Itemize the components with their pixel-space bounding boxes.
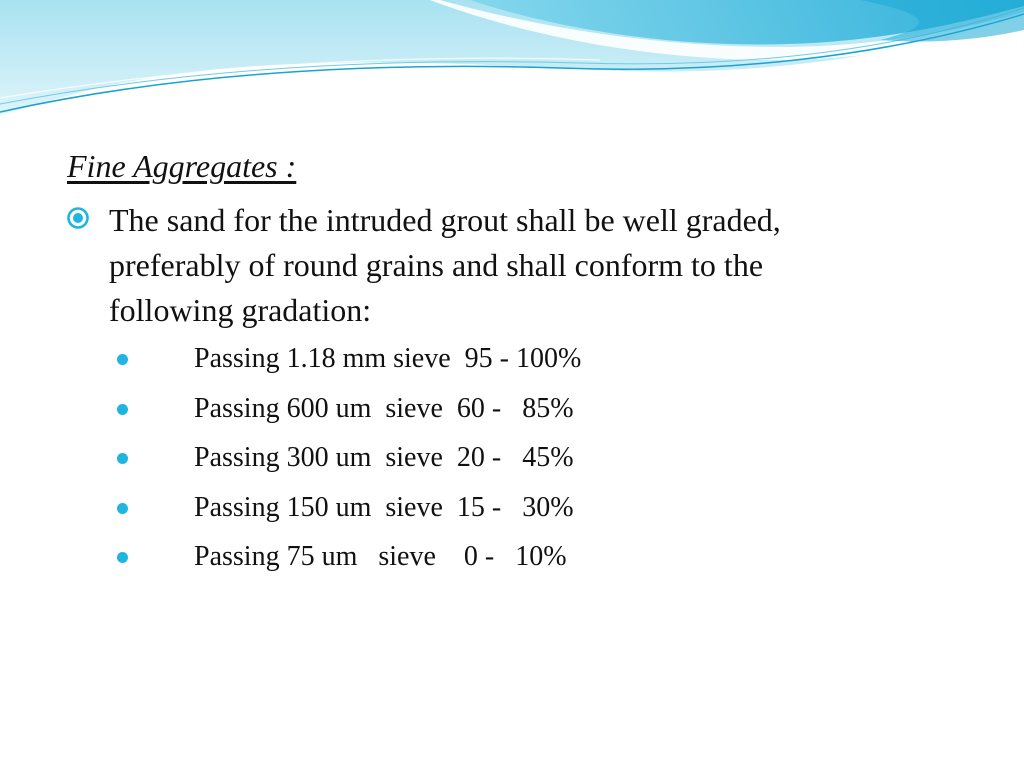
dot-icon bbox=[117, 503, 128, 514]
gradation-text: Passing 1.18 mm sieve 95 - 100% bbox=[194, 343, 582, 374]
header-wave-decoration bbox=[0, 0, 1024, 130]
gradation-text: Passing 75 um sieve 0 - 10% bbox=[194, 541, 567, 572]
target-circle-icon bbox=[66, 206, 90, 230]
dot-icon bbox=[117, 404, 128, 415]
heading-fine-aggregates: Fine Aggregates : bbox=[67, 148, 297, 184]
dot-icon bbox=[117, 453, 128, 464]
list-item bbox=[113, 537, 567, 587]
list-item bbox=[113, 339, 582, 389]
list-item bbox=[113, 488, 574, 538]
main-bullet bbox=[66, 198, 826, 333]
list-item bbox=[113, 438, 574, 488]
gradation-text: Passing 300 um sieve 20 - 45% bbox=[194, 442, 574, 473]
dot-icon bbox=[117, 552, 128, 563]
gradation-text: Passing 600 um sieve 60 - 85% bbox=[194, 392, 574, 424]
main-bullet-text: The sand for the intruded grout shall be well graded, preferably of round grains and shall conform to the following gradation: bbox=[109, 202, 781, 328]
gradation-text: Passing 150 um sieve 15 - 30% bbox=[194, 491, 574, 523]
dot-icon bbox=[117, 354, 128, 365]
gradation-list bbox=[113, 339, 582, 587]
list-item bbox=[113, 389, 574, 439]
